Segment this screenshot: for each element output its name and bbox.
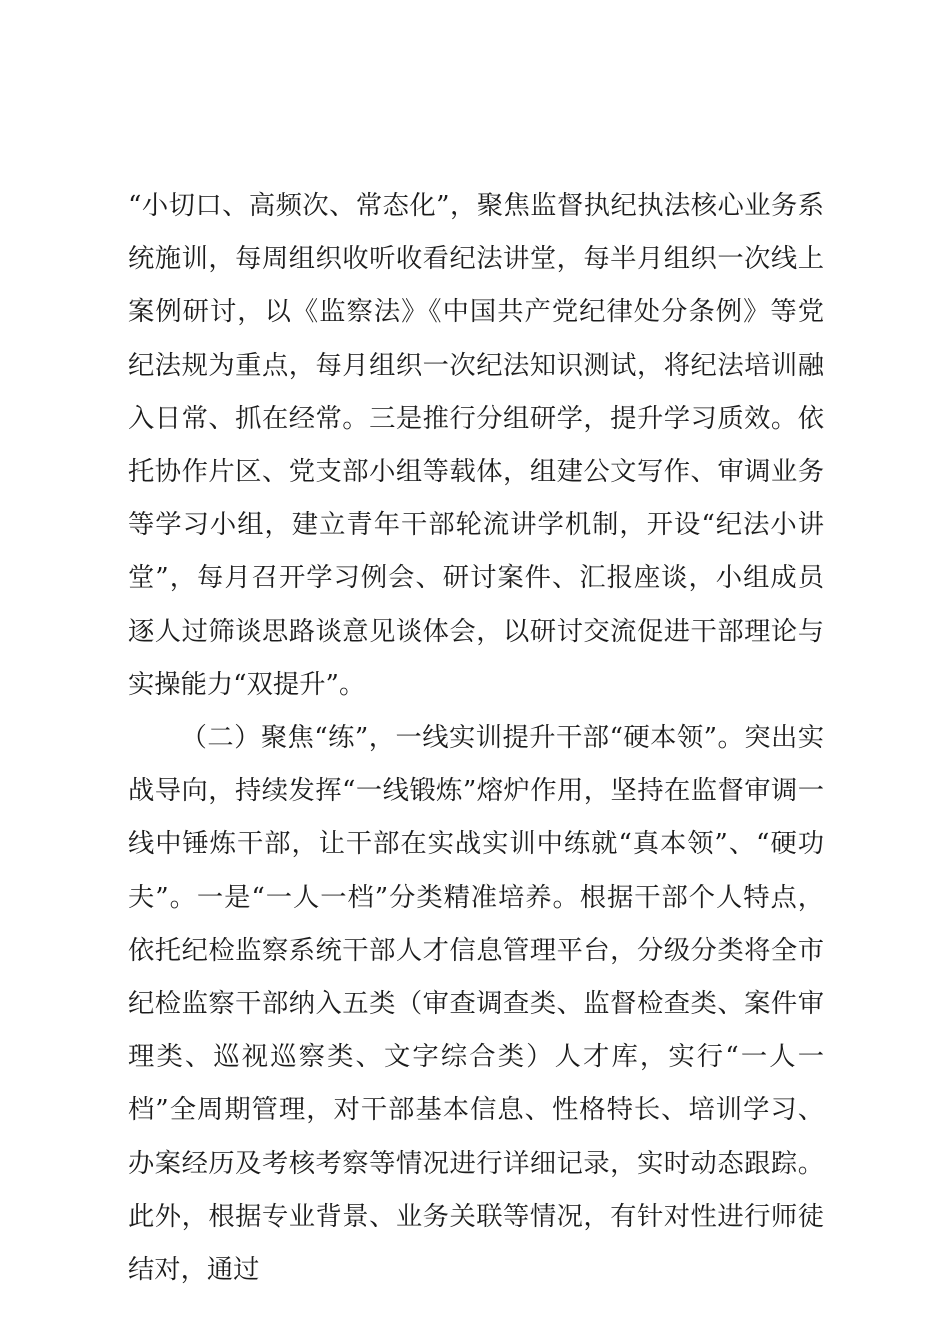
paragraph-section-two: （二）聚焦“练”，一线实训提升干部“硬本领”。突出实战导向，持续发挥“一线锻炼”熔炉作用，坚持在监督审调一线中锤炼干部，让干部在实战实训中练就“真本领”、“硬功夫”。一是“一人一档”分类精准培养。根据干部个人特点，依托纪检监察系统干部人才信息管理平台，分级分类将全市纪检监察干部纳入五类（审查调查类、监督检查类、案件审理类、巡视巡察类、文字综合类）人才库，实行“一人一档”全周期管理，对干部基本信息、性格特长、培训学习、办案经历及考核考察等情况进行详细记录，实时动态跟踪。此外，根据专业背景、业务关联等情况，有针对性进行师徒结对，通过 [128, 723, 824, 1286]
paragraph-continuation: “小切口、高频次、常态化”，聚焦监督执纪执法核心业务系统施训，每周组织收听收看纪法讲堂，每半月组织一次线上案例研讨，以《监察法》《中国共产党纪律处分条例》等党纪法规为重点，每月组织一次纪法知识测试，将纪法培训融入日常、抓在经常。三是推行分组研学，提升学习质效。依托协作片区、党支部小组等载体，组建公文写作、审调业务等学习小组，建立青年干部轮流讲学机制，开设“纪法小讲堂”，每月召开学习例会、研讨案件、汇报座谈，小组成员逐人过筛谈思路谈意见谈体会，以研讨交流促进干部理论与实操能力“双提升”。 [128, 191, 824, 700]
document-text-body [128, 180, 824, 1297]
